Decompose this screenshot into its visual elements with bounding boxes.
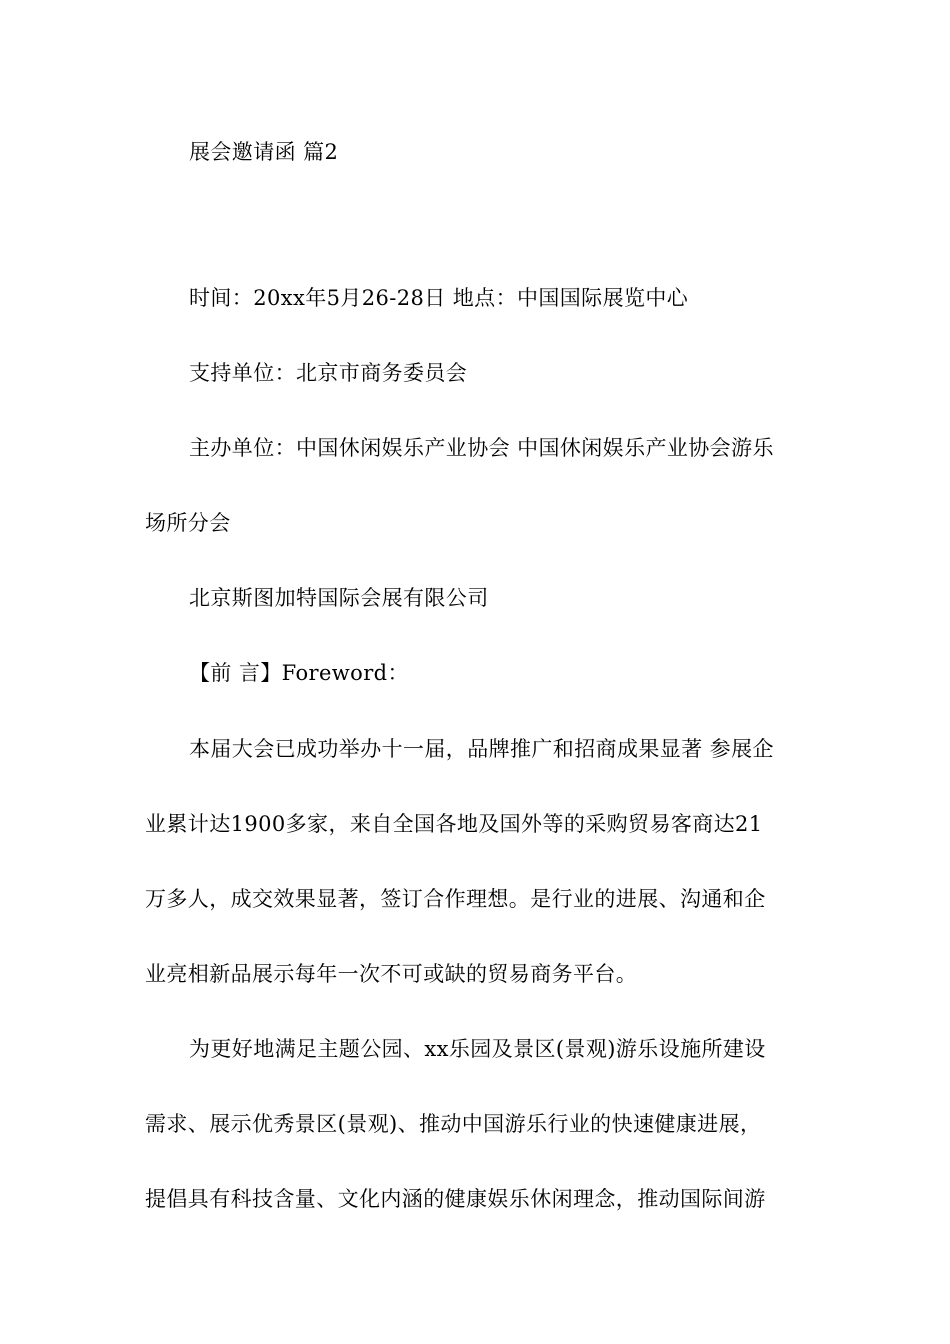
paragraph1-line: 业亮相新品展示每年一次不可或缺的贸易商务平台。 [145, 962, 638, 986]
paragraph2-line: 需求、展示优秀景区(景观)、推动中国游乐行业的快速健康进展， [145, 1112, 762, 1136]
paragraph2-line: 为更好地满足主题公园、xx乐园及景区(景观)游乐设施所建设 [189, 1037, 766, 1061]
support-unit-line: 支持单位：北京市商务委员会 [189, 361, 468, 385]
foreword-heading: 【前 言】Foreword： [189, 661, 409, 685]
paragraph2-line: 提倡具有科技含量、文化内涵的健康娱乐休闲理念，推动国际间游 [145, 1187, 766, 1211]
paragraph1-line: 业累计达1900多家，来自全国各地及国外等的采购贸易客商达21 [145, 812, 763, 836]
organizer-line-1: 主办单位：中国休闲娱乐产业协会 中国休闲娱乐产业协会游乐 [189, 436, 774, 460]
paragraph1-line: 万多人，成交效果显著，签订合作理想。是行业的进展、沟通和企 [145, 887, 766, 911]
organizer-line-3: 北京斯图加特国际会展有限公司 [189, 586, 489, 610]
time-location-line: 时间：20xx年5月26-28日 地点：中国国际展览中心 [189, 286, 689, 310]
paragraph1-line: 本届大会已成功举办十一届，品牌推广和招商成果显著 参展企 [189, 737, 774, 761]
document-title: 展会邀请函 篇2 [189, 140, 339, 164]
organizer-line-2: 场所分会 [145, 511, 231, 535]
